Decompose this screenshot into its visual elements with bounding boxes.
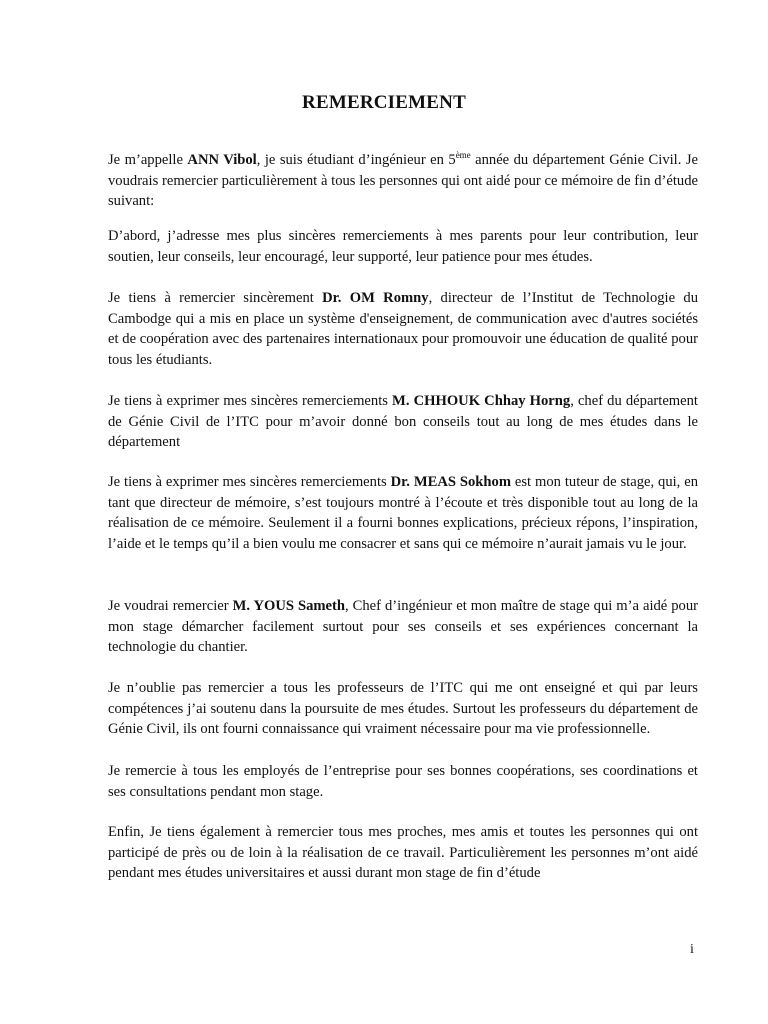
intro-text-3: année du département Génie Civil. Je voudrais remercier particulièrement à tous les personnes qui ont aidé pour ce mémoire de fin d’étude suivant: <box>108 152 698 209</box>
paragraph-closing: Enfin, Je tiens également à remercier tous mes proches, mes amis et toutes les personnes qui ont participé de près ou de loin à la réalisation de ce travail. Particulièrement les personnes m’ont aidé pendant mes études universitaires et aussi durant mon stage de fin d’étude <box>108 824 698 881</box>
supervisor-text-after: , Chef d’ingénieur et mon maître de stage qui m’a aidé pour mon stage démarcher facilement surtout pour ses conseils et ses expériences concernant la technologie du chantier. <box>108 598 699 655</box>
author-name: ANN Vibol <box>187 152 257 168</box>
ordinal-superscript: ème <box>455 150 471 161</box>
paragraph-director <box>108 288 698 370</box>
director-name: Dr. OM Romny <box>322 290 429 306</box>
intro-text-2: , je suis étudiant d’ingénieur en 5 <box>256 152 456 168</box>
paragraph-professors: Je n’oublie pas remercier a tous les professeurs de l’ITC qui me ont enseigné et qui par leurs compétences j’ai soutenu dans la poursuite de mes études. Surtout les professeurs du département de Génie Civil, ils ont fourni connaissance qui vraiment nécessaire pour ma vie professionnelle. <box>108 680 698 737</box>
supervisor-name: M. YOUS Sameth <box>232 598 346 614</box>
paragraph-intro <box>108 150 698 212</box>
department-head-name: M. CHHOUK Chhay Horng <box>392 393 571 409</box>
tutor-text-before: Je tiens à exprimer mes sincères remerciements <box>108 474 391 490</box>
head-text-before: Je tiens à exprimer mes sincères remerciements <box>108 393 393 409</box>
paragraph-employees: Je remercie à tous les employés de l’entreprise pour ses bonnes coopérations, ses coordinations et ses consultations pendant mon stage. <box>108 763 698 800</box>
paragraph-supervisor <box>108 596 698 658</box>
director-text-before: Je tiens à remercier sincèrement <box>108 290 323 306</box>
paragraph-department-head <box>108 391 698 453</box>
tutor-text-after: est mon tuteur de stage, qui, en tant que directeur de mémoire, s’est toujours montré à l’écoute et très disponible tout au long de la réalisation de ce mémoire. Seulement il a fourni bonnes explications, précieux répons, l’inspiration, l’aide et le temps qu’il a bien voulu me consacrer et sans qui ce mémoire n’aurait jamais vu le jour. <box>108 474 698 552</box>
paragraph-tutor <box>108 472 698 554</box>
director-text-after: , directeur de l’Institut de Technologie du Cambodge qui a mis en place un système d'enseignement, de communication avec d'autres sociétés et de coopération avec des partenaires internationaux pour promouvoir une éducation de qualité pour tous les étudiants. <box>108 290 698 368</box>
tutor-name: Dr. MEAS Sokhom <box>390 474 511 490</box>
supervisor-text-before: Je voudrai remercier <box>108 598 233 614</box>
intro-text-1: Je m’appelle <box>108 152 188 168</box>
page-title: REMERCIEMENT <box>302 92 466 113</box>
page-number: i <box>690 942 694 957</box>
head-text-after: , chef du département de Génie Civil de l’ITC pour m’avoir donné bon conseils tout au long de mes études dans le département <box>108 393 698 450</box>
paragraph-parents: D’abord, j’adresse mes plus sincères remerciements à mes parents pour leur contribution, leur soutien, leur conseils, leur encouragé, leur supporté, leur patience pour mes études. <box>108 228 698 265</box>
